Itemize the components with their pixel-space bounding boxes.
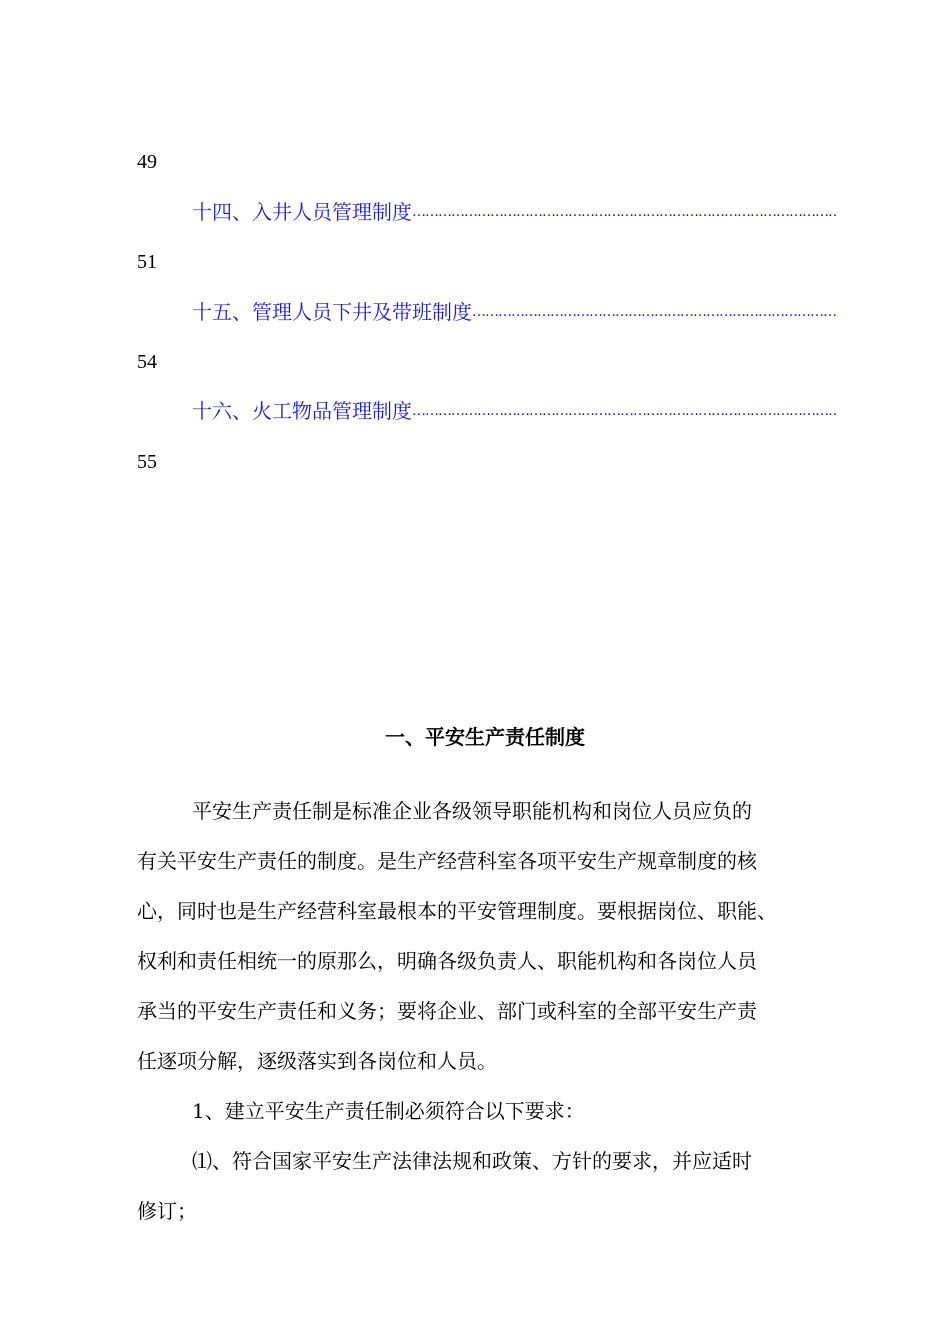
body-text-line: 心，同时也是生产经营科室最根本的平安管理制度。要根据岗位、职能、 — [137, 899, 777, 923]
toc-page-number: 55 — [137, 451, 157, 473]
toc-page-number: 54 — [137, 351, 157, 373]
body-text-line: 任逐项分解，逐级落实到各岗位和人员。 — [137, 1049, 497, 1073]
list-item-text: 修订； — [137, 1199, 197, 1223]
list-item-text: ⑴、符合国家平安生产法律法规和政策、方针的要求，并应适时 — [192, 1149, 752, 1173]
toc-dot-leader — [412, 202, 837, 222]
toc-entry-16[interactable] — [192, 397, 837, 425]
section-heading: 一、平安生产责任制度 — [385, 725, 585, 749]
toc-page-number: 51 — [137, 251, 157, 273]
body-text-line: 权利和责任相统一的原那么，明确各级负责人、职能机构和各岗位人员 — [137, 949, 757, 973]
toc-entry-label[interactable]: 十四、入井人员管理制度 — [192, 200, 412, 224]
toc-dot-leader — [412, 401, 837, 421]
toc-entry-14[interactable] — [192, 198, 837, 226]
toc-entry-label[interactable]: 十五、管理人员下井及带班制度 — [192, 300, 472, 324]
toc-page-number: 49 — [137, 151, 157, 173]
list-item-heading: 1、建立平安生产责任制必须符合以下要求： — [192, 1099, 585, 1123]
body-text-line: 平安生产责任制是标准企业各级领导职能机构和岗位人员应负的 — [192, 799, 752, 823]
toc-entry-label[interactable]: 十六、火工物品管理制度 — [192, 399, 412, 423]
body-text-line: 承当的平安生产责任和义务；要将企业、部门或科室的全部平安生产责 — [137, 999, 757, 1023]
body-text-line: 有关平安生产责任的制度。是生产经营科室各项平安生产规章制度的核 — [137, 849, 757, 873]
toc-entry-15[interactable] — [192, 298, 837, 326]
toc-dot-leader — [472, 302, 837, 322]
